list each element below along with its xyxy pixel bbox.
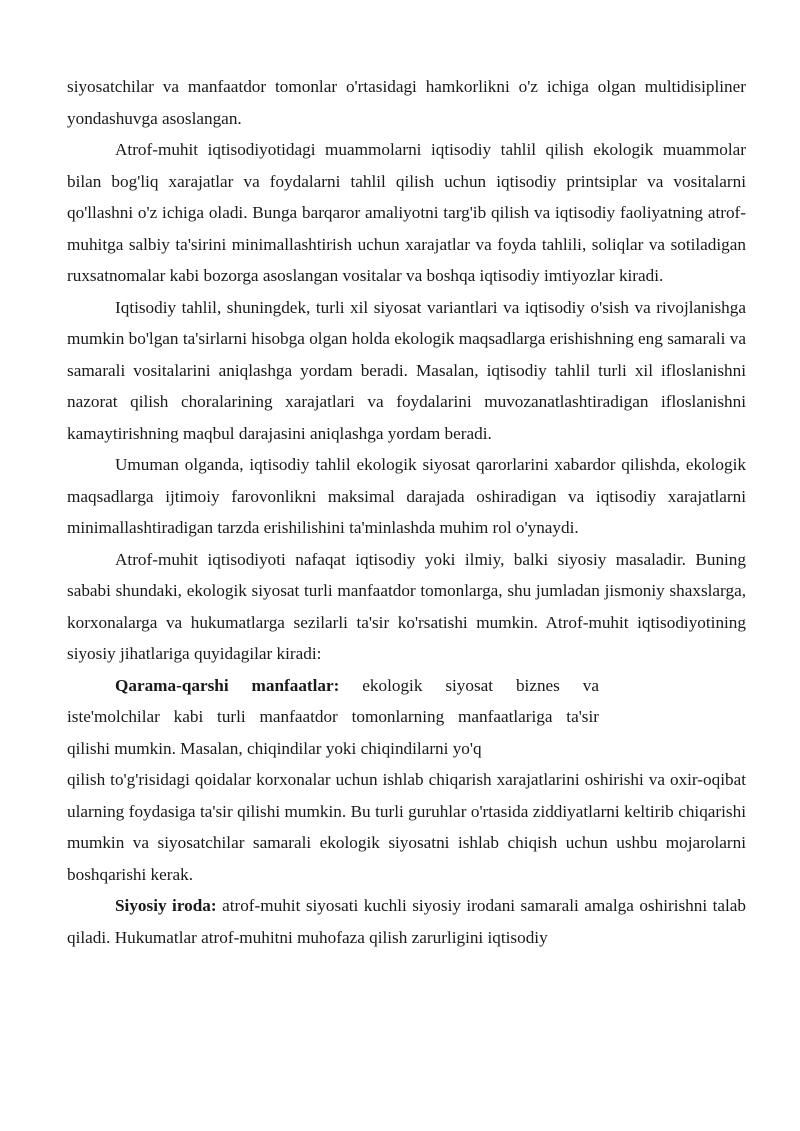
- conflicting-interests-rest: qilish to'g'risidagi qoidalar korxonalar uchun ishlab chiqarish xarajatlarini oshirishi va oxir-oqibat ularning foydasiga ta'sir qilishi mumkin. Bu turli guruhlar o'rtasida ziddiyatlarni keltirib chiqarishi mumkin va siyosatchilar samarali ekologik siyosatni ishlab chiqish uchun ushbu mojarolarni boshqarishi kerak.: [67, 770, 746, 884]
- conflicting-interests-line-1: [67, 670, 599, 702]
- conflicting-interests-text-1: ekologik siyosat biznes va: [362, 675, 599, 695]
- paragraph-summary: Umuman olganda, iqtisodiy tahlil ekologik siyosat qarorlarini xabardor qilishda, ekologik maqsadlarga ijtimoiy farovonlikni maksimal darajada oshiradigan va iqtisodiy xarajatlarni minimallashtiradigan tarzda erishilishini ta'minlashda muhim rol o'ynaydi.: [67, 455, 746, 537]
- paragraph-policy-options: Iqtisodiy tahlil, shuningdek, turli xil siyosat variantlari va iqtisodiy o'sish va rivojlanishga mumkin bo'lgan ta'sirlarni hisobga olgan holda ekologik maqsadlarga erishishning eng samarali va samarali vositalarini aniqlashga yordam beradi. Masalan, iqtisodiy tahlil turli xil ifloslanishni nazorat qilish choralarining xarajatlari va foydalarini muvozanatlashtiradigan ifloslanishni kamaytirishning maqbul darajasini aniqlashga yordam beradi.: [67, 297, 746, 443]
- paragraph-economic-analysis: Atrof-muhit iqtisodiyotidagi muammolarni iqtisodiy tahlil qilish ekologik muammolar bilan bog'liq xarajatlar va foydalarni tahlil qilish uchun iqtisodiy printsiplar va vositalarni qo'llashni o'z ichiga oladi. Bunga barqaror amaliyotni targ'ib qilish va iqtisodiy faoliyatning atrof-muhitga salbiy ta'sirini minimallashtirish uchun xarajatlar va foyda tahlili, soliqlar va sotiladigan ruxsatnomalar kabi bozorga asoslangan vositalar va boshqa iqtisodiy imtiyozlar kiradi.: [67, 140, 746, 285]
- paragraph-continuation: siyosatchilar va manfaatdor tomonlar o'rtasidagi hamkorlikni o'z ichiga olgan multidisipliner yondashuvga asoslangan.: [67, 77, 746, 128]
- conflicting-interests-block: [67, 670, 599, 765]
- document-page: [67, 71, 746, 953]
- political-will-heading: Siyosiy iroda:: [115, 896, 217, 915]
- political-will-text: atrof-muhit siyosati kuchli siyosiy irodani samarali amalga oshirishni talab qiladi. Hukumatlar atrof-muhitni muhofaza qilish zarurligini iqtisodiy: [67, 896, 746, 947]
- paragraph-political-aspects: Atrof-muhit iqtisodiyoti nafaqat iqtisodiy yoki ilmiy, balki siyosiy masaladir. Buning sababi shundaki, ekologik siyosat turli manfaatdor tomonlarga, shu jumladan jismoniy shaxslarga, korxonalarga va hukumatlarga sezilarli ta'sir ko'rsatishi mumkin. Atrof-muhit iqtisodiyotining siyosiy jihatlariga quyidagilar kiradi:: [67, 549, 746, 663]
- conflicting-interests-heading: Qarama-qarshi manfaatlar:: [115, 675, 340, 695]
- conflicting-interests-line-3: qilishi mumkin. Masalan, chiqindilar yoki chiqindilarni yo'q: [67, 738, 482, 758]
- paragraph-political-will: [67, 890, 746, 953]
- conflicting-interests-line-2: iste'molchilar kabi turli manfaatdor tomonlarning manfaatlariga ta'sir: [67, 707, 599, 726]
